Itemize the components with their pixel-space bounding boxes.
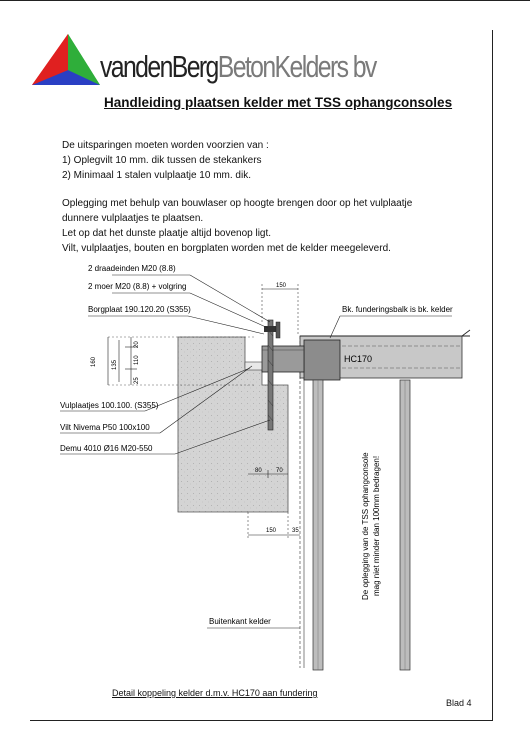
page-number: Blad 4 xyxy=(446,698,472,708)
label-vilt: Vilt Nivema P50 100x100 xyxy=(60,423,150,432)
label-borgplaat: Borgplaat 190.120.20 (S355) xyxy=(88,305,191,314)
label-draadeinden: 2 draadeinden M20 (8.8) xyxy=(88,264,176,273)
instruction-line: Vilt, vulplaatjes, bouten en borgplaten worden met de kelder meegeleverd. xyxy=(62,243,391,254)
label-funderingsbalk: Bk. funderingsbalk is bk. kelder xyxy=(342,305,453,314)
hc170-profile xyxy=(304,340,340,380)
document-title: Handleiding plaatsen kelder met TSS ophangconsoles xyxy=(104,95,453,110)
vertical-note-2: mag niet minder dan 100mm bedragen! xyxy=(372,455,381,596)
anchor-bolt xyxy=(268,320,273,430)
drawing-caption: Detail koppeling kelder d.m.v. HC170 aan fundering xyxy=(112,688,318,698)
dim-160: 160 xyxy=(91,356,97,367)
label-moer: 2 moer M20 (8.8) + volgring xyxy=(88,282,187,291)
dim-80: 80 xyxy=(255,468,262,474)
intro-line: De uitsparingen moeten worden voorzien van : xyxy=(62,140,269,151)
dim-20: 20 xyxy=(134,341,140,348)
dim-135: 135 xyxy=(112,359,118,370)
label-buitenkant: Buitenkant kelder xyxy=(209,617,271,626)
intro-line: 2) Minimaal 1 stalen vulplaatje 10 mm. dik. xyxy=(62,170,251,181)
instruction-line: dunnere vulplaatjes te plaatsen. xyxy=(62,213,204,224)
vertical-note-1: De oplegging van de TSS ophangconsole xyxy=(361,452,370,600)
dim-top-150: 150 xyxy=(276,283,287,289)
dim-70: 70 xyxy=(276,468,283,474)
instruction-line: Oplegging met behulp van bouwlaser op hoogte brengen door op het vulplaatje xyxy=(62,198,413,209)
instruction-line: Let op dat het dunste plaatje altijd bovenop ligt. xyxy=(62,228,272,239)
dim-25: 25 xyxy=(134,377,140,384)
label-demu: Demu 4010 Ø16 M20-550 xyxy=(60,444,153,453)
dim-35: 35 xyxy=(292,528,299,534)
brand-name-part2: BetonKelders bv xyxy=(217,49,376,84)
brand-name-part1: vandenBerg xyxy=(100,49,218,84)
dim-bottom-150: 150 xyxy=(266,528,277,534)
label-vulplaatjes: Vulplaatjes 100.100. (S355) xyxy=(60,401,159,410)
label-profile: HC170 xyxy=(344,354,373,364)
dim-110: 110 xyxy=(134,355,140,365)
intro-line: 1) Oplegvilt 10 mm. dik tussen de stekankers xyxy=(62,155,262,166)
